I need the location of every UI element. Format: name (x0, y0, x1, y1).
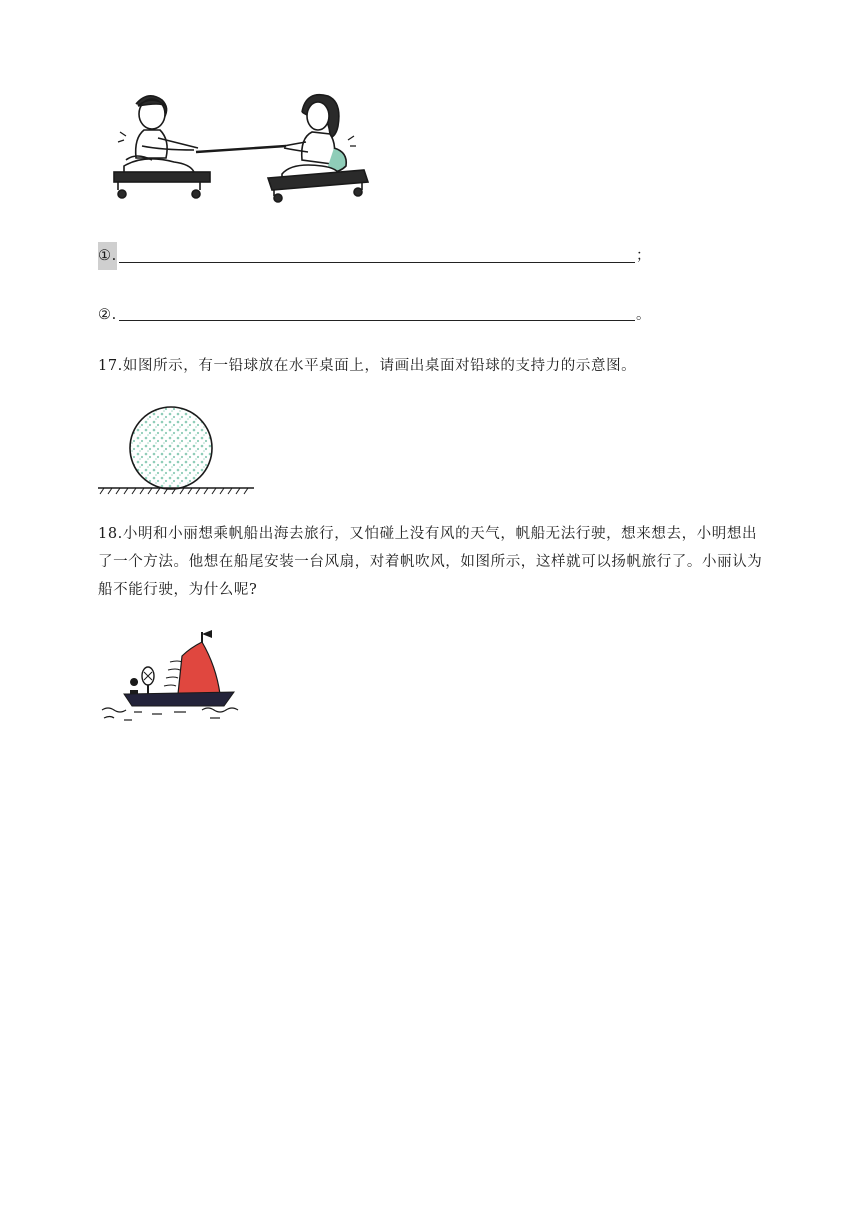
answer-blank-2[interactable] (119, 320, 635, 321)
question-17-text: 如图所示，有一铅球放在水平桌面上，请画出桌面对铅球的支持力的示意图。 (122, 358, 637, 374)
tug-of-war-figure (96, 86, 376, 212)
lead-ball (130, 407, 212, 489)
question-18-number: 18. (98, 526, 123, 542)
flag (202, 630, 212, 638)
hull (124, 692, 234, 706)
rope (196, 146, 286, 152)
answer-line-1 (98, 242, 658, 270)
lead-ball-figure (96, 404, 258, 496)
question-17-number: 17. (98, 358, 123, 374)
girl-illustration (268, 95, 368, 202)
question-18-line-2: 了一个方法。他想在船尾安装一台风扇，对着帆吹风，如图所示，这样就可以扬帆旅行了。小丽认为 (98, 554, 763, 570)
fan (142, 667, 154, 694)
answer-1-end-punct: ； (636, 248, 652, 264)
answer-line-2 (98, 301, 117, 329)
water-waves (102, 708, 238, 720)
sail (178, 642, 220, 694)
answer-blank-1[interactable] (119, 262, 635, 263)
answer-2-end-punct: 。 (636, 307, 652, 323)
answer-number-1: ①. (98, 242, 117, 270)
question-18-line-3: 船不能行驶，为什么呢? (98, 582, 258, 598)
question-18-text-1: 小明和小丽想乘帆船出海去旅行，又怕碰上没有风的天气，帆船无法行驶，想来想去，小明想出 (122, 526, 758, 542)
question-18 (98, 520, 778, 604)
answer-number-2: ②. (98, 307, 117, 323)
sailboat-figure (98, 628, 250, 722)
question-17 (98, 352, 798, 380)
boy-illustration (114, 96, 210, 198)
question-18-line-1 (98, 520, 778, 548)
